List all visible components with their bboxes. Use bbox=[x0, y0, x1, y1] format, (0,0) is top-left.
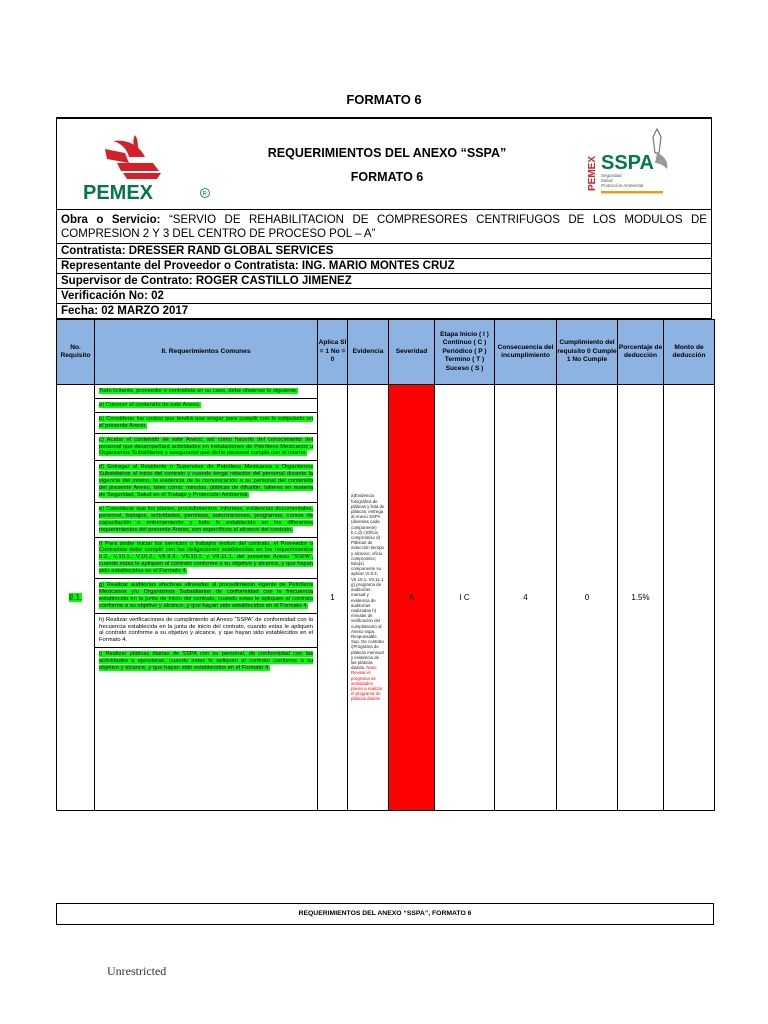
evidence-note: Nota: Revisar el programa de actividades previo a realizar el programa de pláticas diarias bbox=[351, 665, 383, 702]
requirement-item: h) Realizar verificaciones de cumplimiento al Anexo “SSPA” de conformidad con la frecuencia establecida en la junta de inicio del contrato, cuando estas le apliquen al contrato conforme a su objetivo y alcance, y que hayan sido establecidos en el Formato 4. bbox=[95, 614, 317, 649]
requirement-item: b) Considerar los costos que tendrá que erogar para cumplir con lo estipulado en el presente Anexo. bbox=[95, 413, 317, 434]
header-severidad: Severidad bbox=[389, 320, 435, 385]
sspa-logo bbox=[587, 125, 699, 201]
requirements-table bbox=[56, 319, 715, 811]
header-consecuencia: Consecuencia del incumplimiento bbox=[495, 320, 557, 385]
cell-severidad: A bbox=[389, 385, 435, 811]
form-frame bbox=[56, 117, 712, 811]
header-title bbox=[207, 141, 567, 189]
table-row bbox=[57, 385, 715, 811]
form-header bbox=[56, 117, 712, 210]
document-title: FORMATO 6 bbox=[346, 92, 422, 107]
cell-no-requisito bbox=[57, 385, 95, 811]
requirement-item: a) Conocer el contenido de este Anexo. bbox=[95, 399, 317, 413]
requirement-item: Todo licitante, proveedor o contratista en su caso, debe observar lo siguiente: bbox=[95, 385, 317, 399]
pemex-logo-text: PEMEX bbox=[83, 182, 154, 204]
header-porcentaje: Porcentaje de deducción bbox=[618, 320, 664, 385]
header-line-2: FORMATO 6 bbox=[350, 170, 424, 184]
svg-text:R: R bbox=[202, 191, 207, 198]
sspa-vertical-text: PEMEX bbox=[587, 155, 598, 191]
cell-requirements bbox=[95, 385, 318, 811]
supervisor-row: Supervisor de Contrato: ROGER CASTILLO JIMENEZ bbox=[56, 274, 712, 289]
requirement-item: c) Acatar el contenido de este Anexo, así como hacerlo del conocimiento del personal que desempeñará actividades en instalaciones de Petróleos Mexicanos u Organismos Subsidiarios y asegurarse que dicho personal cumpla con el mismo. bbox=[95, 434, 317, 462]
header-etapa: Etapa Inicio ( I ) Continuo ( C ) Periódico ( P ) Termino ( T ) Suceso ( S ) bbox=[435, 320, 495, 385]
cell-aplica: 1 bbox=[318, 385, 348, 811]
sspa-sub-2: Salud bbox=[601, 178, 613, 183]
cell-evidencia bbox=[348, 385, 389, 811]
cell-etapa: I C bbox=[435, 385, 495, 811]
header-requerimientos: II. Requerimientos Comunes bbox=[95, 320, 318, 385]
requirement-item: d) Entregar al Residente o Supervisor de Petróleos Mexicanos u Organismos Subsidiarios al inicio del contrato y cuando tenga rotación del personal durante la vigencia del mismo, la evidencia de la comunicación a su personal del contenido del presente Anexo, tales como: minutas, pláticas de difusión, talleres en materia de Seguridad, Salud en el Trabajo y Protección Ambiental. bbox=[95, 461, 317, 503]
requirement-item: e) Considerar que los planes, procedimientos, informes, evidencias documentales, personal, trabajos, actividades, permisos, autorizaciones, programas, cursos de capacitación o entrenamiento y todo lo establecido en los diferentes requerimientos del presente Anexo, son específicos al alcance del contrato. bbox=[95, 503, 317, 538]
evidence-text: a)Evidencia fotográfica de pláticas y lista de pláticas; entrega al Anexo SSPA (diversas cada componente) b,c,d) c)Oficio compromiso d) Pláticas de inducción tiempo y alcance; oficio compromiso; lista(s) componente su aplicar VI.8.3, VII.10.1, VII.11.1 g) programa de auditorías manual y evidencia de auditorías realizadas h) minutas de verificación del cumplimiento al Anexo sspa. Responsable Sup. De contrato i)Programa de pláticas mensual y evidencia de las pláticas diarias. bbox=[351, 493, 385, 671]
header-no-requisito: No. Requisito bbox=[57, 320, 95, 385]
footer-box: REQUERIMIENTOS DEL ANEXO “SSPA”, FORMATO 6 bbox=[56, 903, 714, 925]
cell-consecuencia: 4 bbox=[495, 385, 557, 811]
cell-cumplimiento: 0 bbox=[557, 385, 618, 811]
contratista-row: Contratista: DRESSER RAND GLOBAL SERVICES bbox=[56, 244, 712, 259]
header-cumplimiento: Cumplimiento del requisito 0 Cumple 1 No Cumple bbox=[557, 320, 618, 385]
requirement-item: g) Realizar auditorías efectivas alineadas al procedimiento vigente de Petróleos Mexicanos y/u Organismos Subsidiarios de conformidad con la frecuencia establecida en la junta de inicio del contrato, cuando estas le apliquen al contrato conforme a su objetivo y alcance, y que hayan sido establecidos en el Formato 4. bbox=[95, 579, 317, 614]
obra-value: “SERVIO DE REHABILITACION DE COMPRESORES CENTRIFUGOS DE LOS MODULOS DE COMPRESION 2 Y 3 DEL CENTRO DE PROCESO POL – A” bbox=[61, 214, 707, 240]
requirement-item: i) Realizar pláticas diarias de SSPA con su personal, de conformidad con las actividades a ejecutarse, cuando estas le apliquen al contrato conforme a su objetivo y alcance, y que hayan sido establecidos en el Formato 4. bbox=[99, 651, 313, 672]
header-monto: Monto de deducción bbox=[664, 320, 715, 385]
obra-label: Obra o Servicio: bbox=[61, 214, 161, 226]
requisito-number: II.1. bbox=[68, 593, 83, 602]
classification-label: Unrestricted bbox=[107, 964, 167, 978]
representante-row: Representante del Proveedor o Contratista: ING. MARIO MONTES CRUZ bbox=[56, 259, 712, 274]
sspa-sub-1: Seguridad bbox=[601, 173, 622, 178]
obra-servicio-row bbox=[56, 210, 712, 244]
header-aplica: Aplica SI = 1 No = 0 bbox=[318, 320, 348, 385]
header-line-1: REQUERIMIENTOS DEL ANEXO “SSPA” bbox=[267, 146, 507, 160]
table-header-row bbox=[57, 320, 715, 385]
pemex-logo bbox=[69, 135, 219, 205]
header-evidencia: Evidencia bbox=[348, 320, 389, 385]
sspa-sub-3: Protección Ambiental bbox=[601, 183, 644, 188]
cell-monto bbox=[664, 385, 715, 811]
cell-porcentaje: 1.5% bbox=[618, 385, 664, 811]
fecha-row: Fecha: 02 MARZO 2017 bbox=[56, 304, 712, 319]
sspa-logo-text: SSPA bbox=[601, 152, 654, 174]
verificacion-row: Verificación No: 02 bbox=[56, 289, 712, 304]
requirement-item: f) Para poder iniciar los servicios o trabajos motivo del contrato, el Proveedor o Contratista debe cumplir con las obligaciones establecidas en los requerimientos II.2., V.10.1.; V.10.2.; VII.9.3.; VII.10.1. y VII.11.1. del presente Anexo “SSPA”, cuando estas le apliquen al contrato conforme a su objetivo y alcance, y que hayan sido establecidos en el Formato 4. bbox=[95, 538, 317, 580]
